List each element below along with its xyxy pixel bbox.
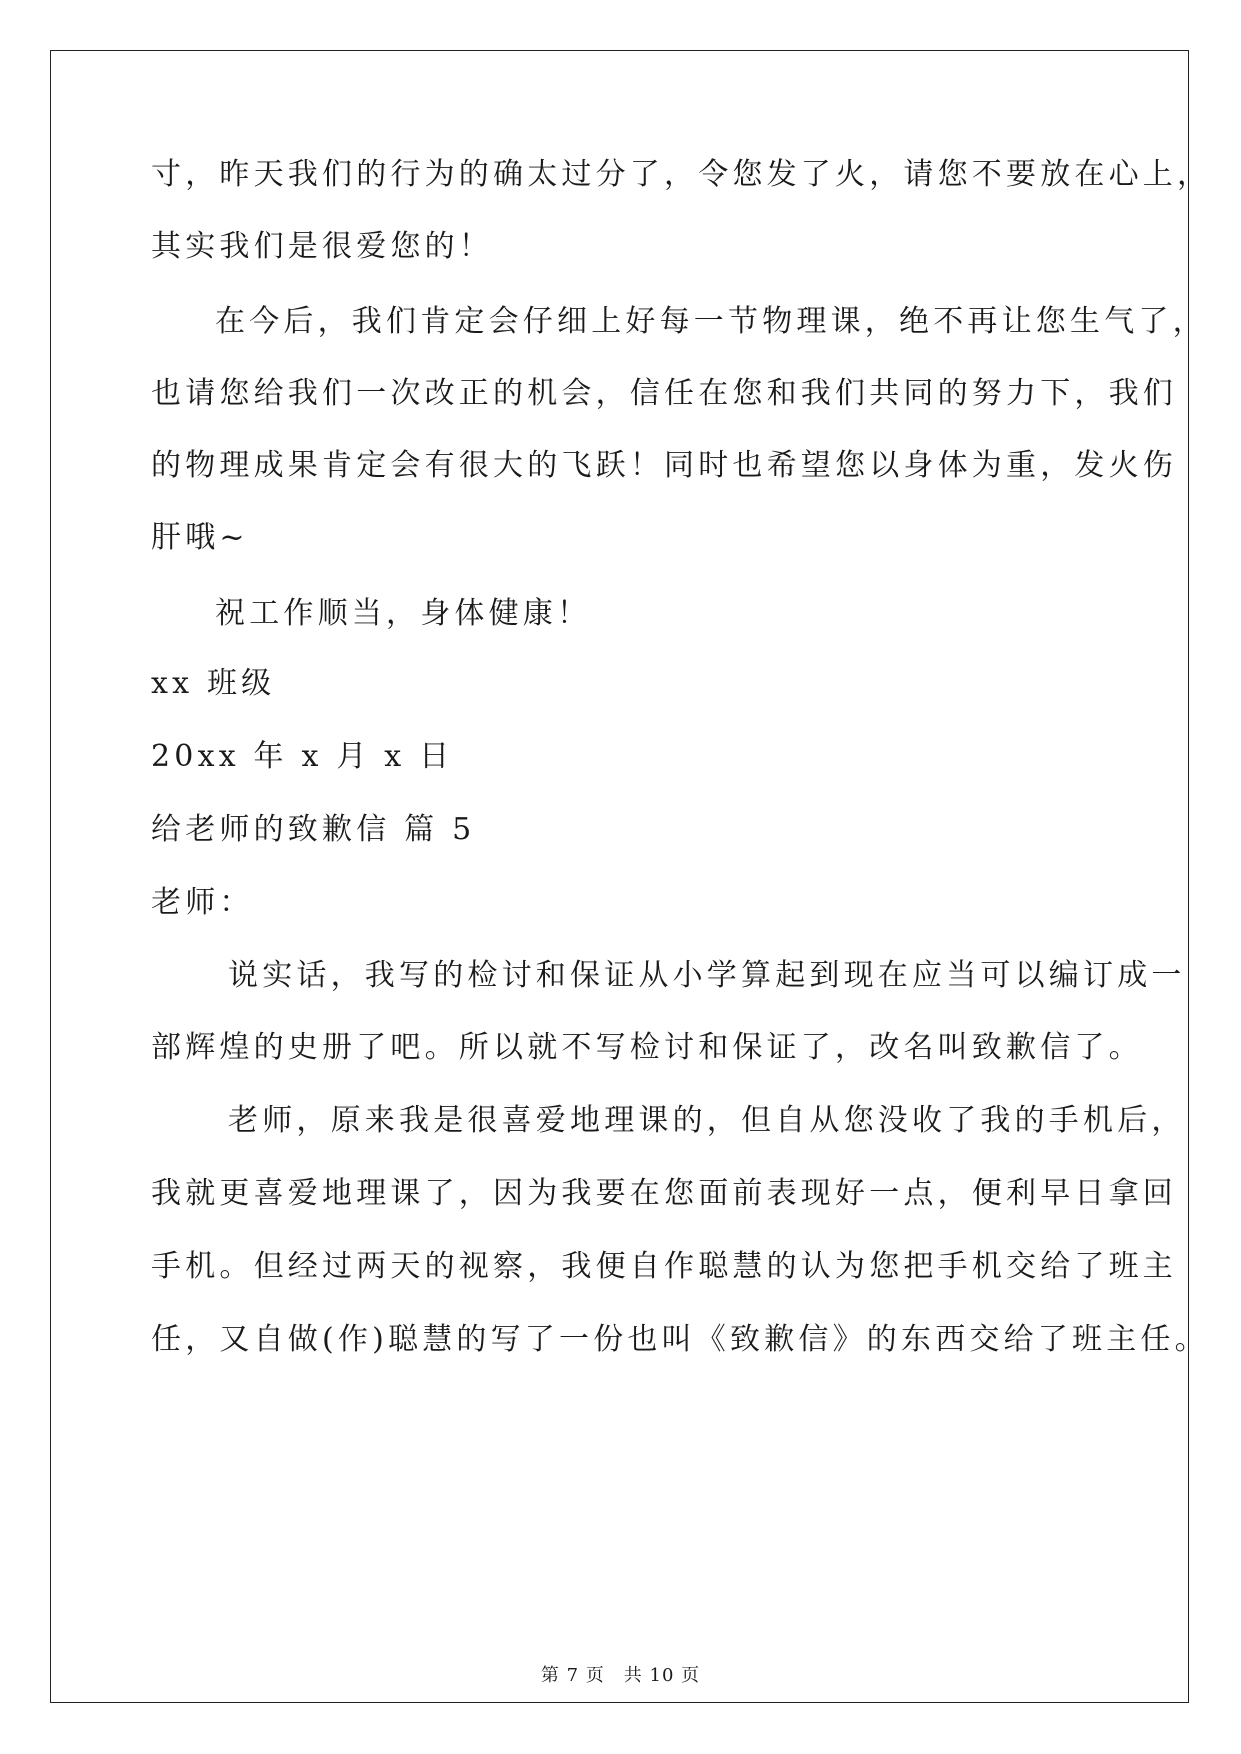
text-line: 也请您给我们一次改正的机会，信任在您和我们共同的努力下，我们 xyxy=(151,376,1177,411)
signature-class: xx 班级 xyxy=(151,666,276,701)
page-number: 第 7 页 共 10 页 xyxy=(540,1665,701,1686)
text-line: 其实我们是很爱您的！ xyxy=(151,229,493,264)
text-line: 寸，昨天我们的行为的确太过分了，令您发了火，请您不要放在心上， xyxy=(151,157,1212,192)
text-line: 我就更喜爱地理课了，因为我要在您面前表现好一点，便利早日拿回 xyxy=(151,1176,1177,1211)
text-line: 肝哦~ xyxy=(151,520,249,555)
paragraph-start: 在今后，我们肯定会仔细上好每一节物理课，绝不再让您生气了， xyxy=(215,304,1207,339)
salutation: 老师： xyxy=(151,885,254,920)
page-border xyxy=(50,50,1189,1703)
text-line: 的物理成果肯定会有很大的飞跃！同时也希望您以身体为重，发火伤 xyxy=(151,448,1177,483)
paragraph-start: 老师，原来我是很喜爱地理课的，但自从您没收了我的手机后， xyxy=(228,1103,1186,1138)
paragraph-start: 说实话，我写的检讨和保证从小学算起到现在应当可以编订成一 xyxy=(228,958,1186,993)
section-title: 给老师的致歉信 篇 5 xyxy=(151,812,476,847)
text-line: 手机。但经过两天的视察，我便自作聪慧的认为您把手机交给了班主 xyxy=(151,1249,1177,1284)
signature-date: 20xx 年 x 月 x 日 xyxy=(151,739,454,774)
closing-wish: 祝工作顺当，身体健康！ xyxy=(215,596,592,631)
text-line: 任，又自做(作)聪慧的写了一份也叫《致歉信》的东西交给了班主任。 xyxy=(151,1322,1209,1357)
text-line: 部辉煌的史册了吧。所以就不写检讨和保证了，改名叫致歉信了。 xyxy=(151,1030,1143,1065)
